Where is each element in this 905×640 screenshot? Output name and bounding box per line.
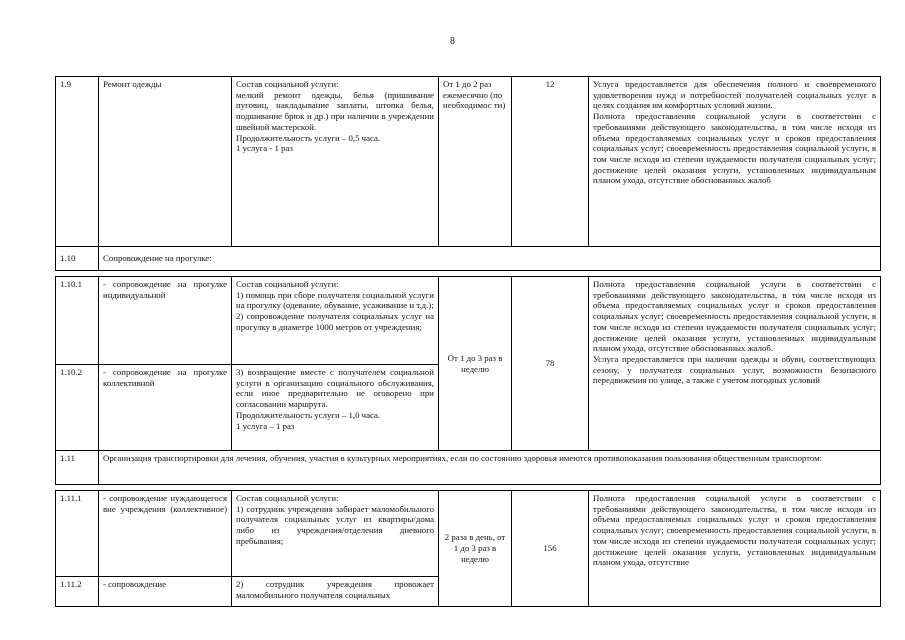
section-title: Организация транспортировки для лечения, обучения, участия в культурных мероприятиях, если по состоянию здоровья имеются противопоказания пользования общественным транспортом: bbox=[99, 451, 881, 485]
table-row-1-10-1 bbox=[56, 277, 881, 365]
service-count: 12 bbox=[512, 77, 589, 247]
service-condition: Услуга предоставляется для обеспечения полного и своевременного удовлетворения нужд и потребностей получателей социальных услуг в целях создания им комфортных условий жизни. Полнота предоставления социальной услуги в соответствии с требованиями действующего законодательства, в том числе исходя из объема предоставляемых социальных услуг и сроков предоставления социальных услуг; своевременность предоставления социальной услуги, в том числе исходя из степени нуждаемости получателя социальных услуг; достижение целей оказания услуги, установленных индивидуальным планом ухода, отсутствие обоснованных жалоб bbox=[589, 77, 881, 247]
row-number: 1.10.1 bbox=[56, 277, 99, 365]
service-frequency: От 1 до 2 раз ежемесячно (по необходимос ти) bbox=[439, 77, 512, 247]
service-name: - сопровождение нуждающегося вне учреждения (коллективное) bbox=[99, 491, 232, 577]
service-name: Ремонт одежды bbox=[99, 77, 232, 247]
services-table bbox=[55, 76, 881, 607]
service-content: 3) возвращение вместе с получателем социальной услуги в организацию социального обслуживания, если иное предварительно не оговорено при согласовании маршрута. Продолжительность услуги – 1,0 часа. 1 услуга – 1 раз bbox=[232, 365, 439, 451]
page-number: 8 bbox=[450, 36, 455, 47]
service-content: Состав социальной услуги: 1) помощь при сборе получателя социальной услуги на прогулку (одевание, обувание, усаживание и т.д.); 2) сопровождение получателя социальных услуг на прогулку в диаметре 1000 метров от учреждения; bbox=[232, 277, 439, 365]
service-frequency: 2 раза в день, от 1 до 3 раз в неделю bbox=[439, 491, 512, 607]
table-row-1-11-1 bbox=[56, 491, 881, 577]
section-title: Сопровождение на прогулке: bbox=[99, 247, 881, 271]
service-frequency: От 1 до 3 раз в неделю bbox=[439, 277, 512, 451]
service-name: - сопровождение на прогулке коллективной bbox=[99, 365, 232, 451]
row-number: 1.11.2 bbox=[56, 577, 99, 607]
row-number: 1.11.1 bbox=[56, 491, 99, 577]
service-condition: Полнота предоставления социальной услуги в соответствии с требованиями действующего законодательства, в том числе исходя из объема предоставляемых социальных услуг и сроков предоставления социальных услуг; своевременность предоставления социальной услуги, в том числе исходя из степени нуждаемости получателя социальных услуг; достижение целей оказания услуги, установленных индивидуальным планом ухода, отсутствие bbox=[589, 491, 881, 607]
service-content: 2) сотрудник учреждения провожает маломобильного получателя социальных bbox=[232, 577, 439, 607]
row-number: 1.11 bbox=[56, 451, 99, 485]
row-number: 1.10 bbox=[56, 247, 99, 271]
service-count: 156 bbox=[512, 491, 589, 607]
service-content: Состав социальной услуги: мелкий ремонт одежды, белья (пришивание пуговиц, накладывание заплаты, штопка белья, подшивание брюк и др.) при наличии в учреждении швейной мастерской. Продолжительность услуги – 0,5 часа. 1 услуга - 1 раз bbox=[232, 77, 439, 247]
service-name: - сопровождение на прогулке индивидуальной bbox=[99, 277, 232, 365]
service-condition: Полнота предоставления социальной услуги в соответствии с требованиями действующего законодательства, в том числе исходя из объема предоставляемых социальных услуг и сроков предоставления социальных услуг; своевременность предоставления социальной услуги, в том числе исходя из степени нуждаемости получателя социальных услуг; достижение целей оказания услуги, установленных индивидуальным планом ухода, отсутствие обоснованных жалоб. Услуга предоставляется при наличии одежды и обуви, соответствующих сезону, у получателя социальных услуг, возможности безопасного передвижения по улице, а также с учетом погодных условий bbox=[589, 277, 881, 451]
service-count: 78 bbox=[512, 277, 589, 451]
service-name: - сопровождение bbox=[99, 577, 232, 607]
row-number: 1.10.2 bbox=[56, 365, 99, 451]
row-number: 1.9 bbox=[56, 77, 99, 247]
table-row-1-11 bbox=[56, 451, 881, 485]
service-content: Состав социальной услуги: 1) сотрудник учреждения забирает маломобильного получателя социальных услуг из квартиры/дома либо из учреждения/отделения дневного пребывания; bbox=[232, 491, 439, 577]
table-row-1-10 bbox=[56, 247, 881, 271]
table-row-1-9 bbox=[56, 77, 881, 247]
